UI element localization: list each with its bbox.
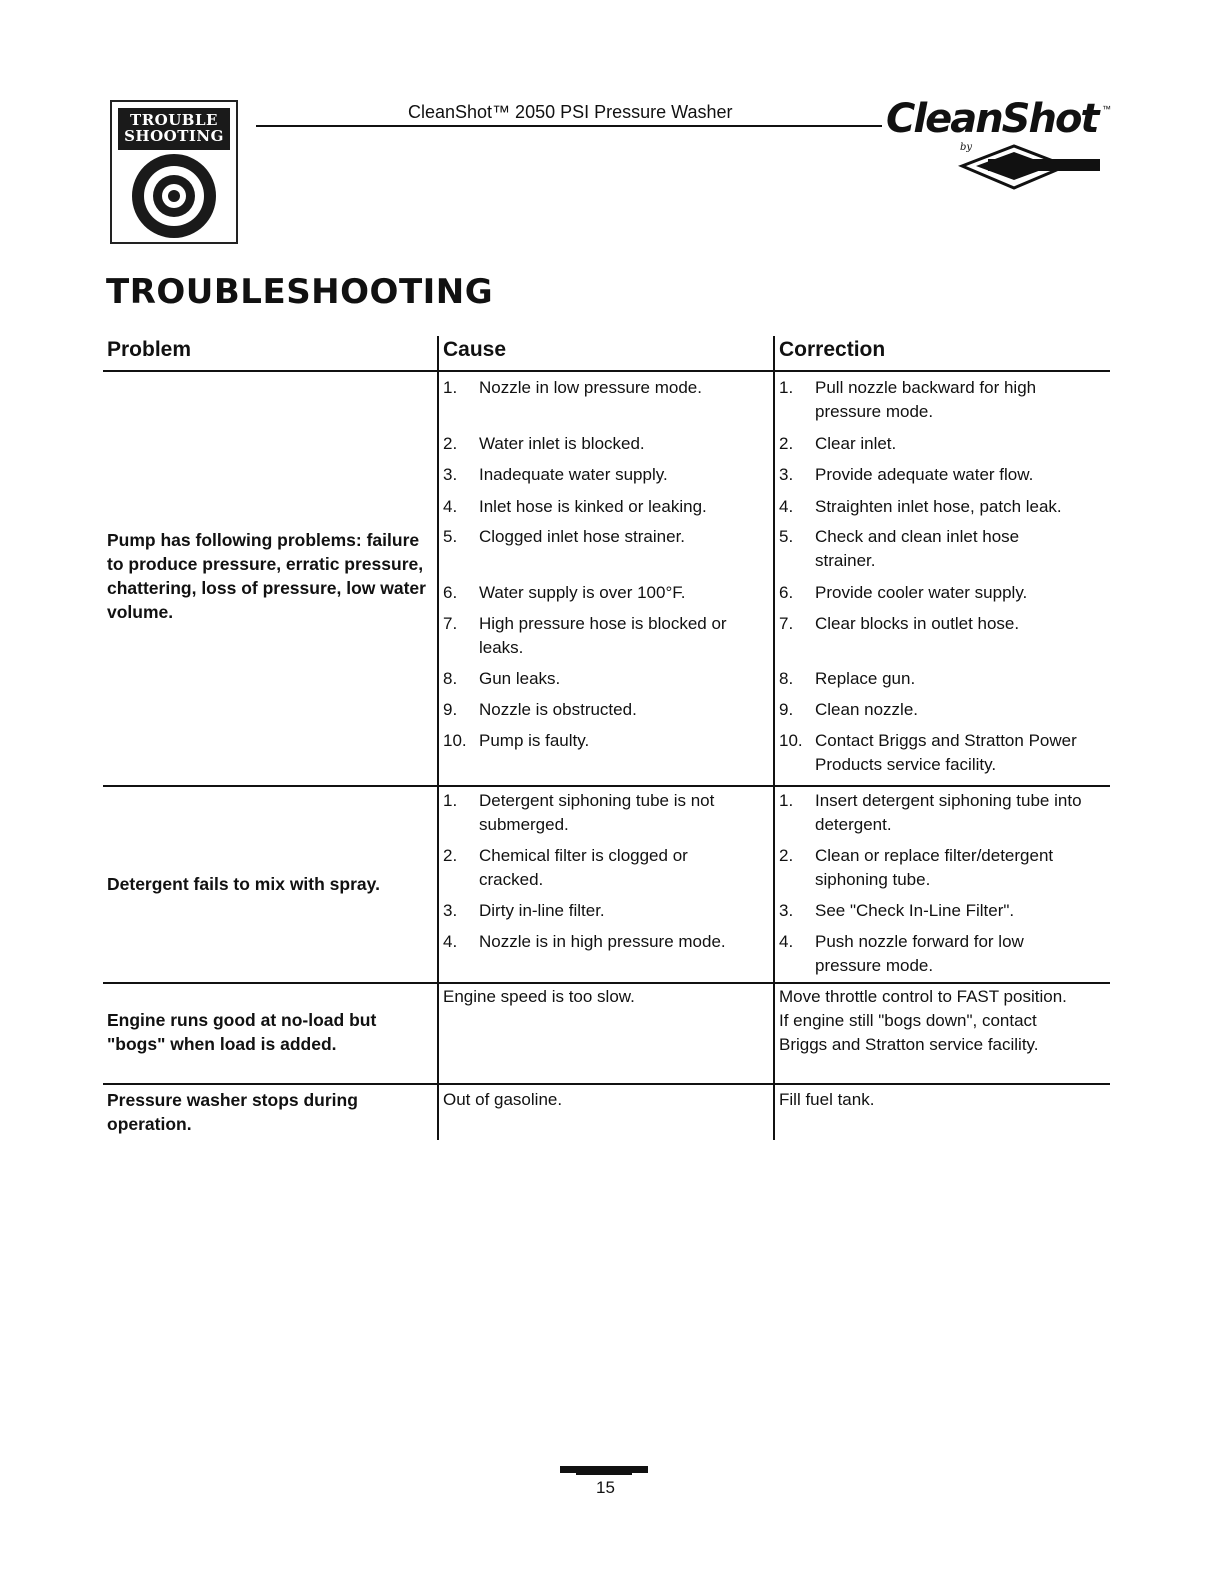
cause-number: 3. — [443, 901, 458, 920]
brand-by-text: by — [960, 142, 973, 153]
correction-text: Clean nozzle. — [815, 700, 919, 719]
cause-text: Inadequate water supply. — [479, 465, 668, 484]
brand-logo-text: CleanShot — [886, 96, 1098, 142]
correction-number: 6. — [779, 583, 794, 602]
cause-text: Detergent siphoning tube is not submerged. — [479, 791, 715, 834]
problem-pump: Pump has following problems: failure to produce pressure, erratic pressure, chattering, loss of pressure, low water volume. — [107, 530, 426, 622]
problem-stops: Pressure washer stops during operation. — [107, 1090, 358, 1134]
correction-number: 3. — [779, 465, 794, 484]
cause-text: Clogged inlet hose strainer. — [479, 527, 686, 546]
correction-text: Provide cooler water supply. — [815, 583, 1028, 602]
cause-text: Nozzle in low pressure mode. — [479, 378, 702, 397]
cause-number: 1. — [443, 791, 458, 810]
troubleshooting-badge — [110, 100, 238, 244]
correction-text: See "Check In-Line Filter". — [815, 901, 1015, 920]
correction-text: Push nozzle forward for low pressure mode. — [815, 932, 1024, 975]
correction-text: Clear inlet. — [815, 434, 897, 453]
cause-number: 4. — [443, 932, 458, 951]
target-icon — [114, 152, 234, 240]
document-title: CleanShot™ 2050 PSI Pressure Washer — [408, 102, 733, 122]
cause-text: Water supply is over 100°F. — [479, 583, 686, 602]
cause-number: 10. — [443, 731, 467, 750]
correction-number: 3. — [779, 901, 794, 920]
row-divider — [103, 982, 1110, 984]
correction-text: Clean or replace filter/detergent siphoning tube. — [815, 846, 1054, 889]
cause-number: 7. — [443, 614, 458, 633]
correction-text: Fill fuel tank. — [779, 1090, 875, 1109]
column-divider — [773, 336, 775, 1140]
cause-text: Pump is faulty. — [479, 731, 590, 750]
cause-text: Engine speed is too slow. — [443, 987, 635, 1006]
correction-number: 2. — [779, 846, 794, 865]
correction-text: Clear blocks in outlet hose. — [815, 614, 1020, 633]
correction-text: Move throttle control to FAST position. If engine still "bogs down", contact Briggs and Stratton service facility. — [779, 987, 1067, 1054]
cause-text: Inlet hose is kinked or leaking. — [479, 497, 707, 516]
row-divider — [103, 785, 1110, 787]
correction-number: 5. — [779, 527, 794, 546]
cause-number: 2. — [443, 846, 458, 865]
correction-text: Insert detergent siphoning tube into detergent. — [815, 791, 1082, 834]
cause-text: Nozzle is in high pressure mode. — [479, 932, 726, 951]
correction-number: 1. — [779, 791, 794, 810]
correction-number: 1. — [779, 378, 794, 397]
cause-number: 3. — [443, 465, 458, 484]
cause-number: 6. — [443, 583, 458, 602]
header-divider — [103, 370, 1110, 372]
cause-text: Water inlet is blocked. — [479, 434, 645, 453]
problem-engine: Engine runs good at no-load but "bogs" when load is added. — [107, 1010, 377, 1054]
correction-number: 4. — [779, 932, 794, 951]
cause-text: Chemical filter is clogged or cracked. — [479, 846, 688, 889]
correction-number: 4. — [779, 497, 794, 516]
correction-number: 2. — [779, 434, 794, 453]
cause-text: Out of gasoline. — [443, 1090, 563, 1109]
brand-trademark: ™ — [1102, 104, 1111, 114]
correction-text: Straighten inlet hose, patch leak. — [815, 497, 1062, 516]
cause-number: 9. — [443, 700, 458, 719]
cause-number: 5. — [443, 527, 458, 546]
cause-text: Gun leaks. — [479, 669, 561, 688]
correction-number: 10. — [779, 731, 803, 750]
column-header-problem: Problem — [107, 338, 192, 361]
column-header-correction: Correction — [779, 338, 886, 361]
cause-number: 1. — [443, 378, 458, 397]
badge-label: TROUBLE SHOOTING — [118, 108, 230, 150]
correction-number: 9. — [779, 700, 794, 719]
header-rule — [256, 125, 882, 127]
page-heading: TROUBLESHOOTING — [106, 272, 494, 312]
correction-number: 7. — [779, 614, 794, 633]
cause-number: 2. — [443, 434, 458, 453]
correction-text: Provide adequate water flow. — [815, 465, 1034, 484]
correction-text: Contact Briggs and Stratton Power Products service facility. — [815, 731, 1077, 774]
row-divider — [103, 1083, 1110, 1085]
footer-bar — [576, 1472, 632, 1475]
cause-text: High pressure hose is blocked or leaks. — [479, 614, 727, 657]
briggs-stratton-logo-icon — [958, 144, 1104, 194]
correction-text: Check and clean inlet hose strainer. — [815, 527, 1020, 570]
cause-number: 8. — [443, 669, 458, 688]
cause-text: Nozzle is obstructed. — [479, 700, 637, 719]
page-number: 15 — [596, 1478, 615, 1497]
cause-number: 4. — [443, 497, 458, 516]
correction-number: 8. — [779, 669, 794, 688]
column-header-cause: Cause — [443, 338, 507, 361]
problem-detergent: Detergent fails to mix with spray. — [107, 874, 380, 894]
correction-text: Pull nozzle backward for high pressure mode. — [815, 378, 1037, 421]
cause-text: Dirty in-line filter. — [479, 901, 605, 920]
column-divider — [437, 336, 439, 1140]
correction-text: Replace gun. — [815, 669, 916, 688]
